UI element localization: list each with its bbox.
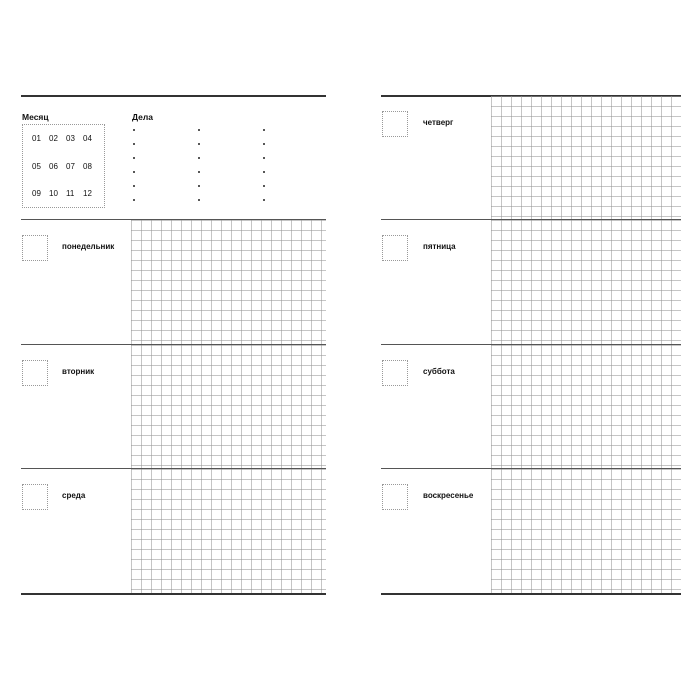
notes-grid[interactable] <box>491 469 681 593</box>
task-bullet[interactable] <box>263 157 265 159</box>
month-selector <box>22 124 105 208</box>
task-bullet[interactable] <box>133 143 135 145</box>
task-bullet[interactable] <box>263 185 265 187</box>
day-label-friday: пятница <box>423 242 456 251</box>
task-bullet[interactable] <box>263 143 265 145</box>
day-checkbox[interactable] <box>382 360 408 386</box>
month-12[interactable]: 12 <box>83 189 92 198</box>
notes-grid[interactable] <box>491 96 681 219</box>
task-bullet[interactable] <box>263 171 265 173</box>
top-rule <box>21 95 326 97</box>
day-label-thursday: четверг <box>423 118 454 127</box>
task-bullet[interactable] <box>263 129 265 131</box>
day-checkbox[interactable] <box>22 360 48 386</box>
month-05[interactable]: 05 <box>32 162 41 171</box>
bottom-rule <box>381 593 681 595</box>
task-bullet[interactable] <box>133 185 135 187</box>
task-bullet[interactable] <box>198 157 200 159</box>
month-02[interactable]: 02 <box>49 134 58 143</box>
day-checkbox[interactable] <box>22 235 48 261</box>
task-bullet[interactable] <box>198 185 200 187</box>
task-bullet[interactable] <box>133 171 135 173</box>
notes-grid[interactable] <box>131 469 326 593</box>
bottom-rule <box>21 593 326 595</box>
day-label-sunday: воскресенье <box>423 491 474 500</box>
notes-grid[interactable] <box>131 220 326 344</box>
day-checkbox[interactable] <box>382 484 408 510</box>
task-bullet[interactable] <box>198 171 200 173</box>
task-bullet[interactable] <box>198 143 200 145</box>
month-10[interactable]: 10 <box>49 189 58 198</box>
day-checkbox[interactable] <box>382 111 408 137</box>
day-label-tuesday: вторник <box>62 367 95 376</box>
task-bullet[interactable] <box>133 157 135 159</box>
month-04[interactable]: 04 <box>83 134 92 143</box>
task-bullet[interactable] <box>198 129 200 131</box>
month-06[interactable]: 06 <box>49 162 58 171</box>
task-bullet[interactable] <box>198 199 200 201</box>
month-08[interactable]: 08 <box>83 162 92 171</box>
day-checkbox[interactable] <box>22 484 48 510</box>
task-bullet[interactable] <box>133 199 135 201</box>
day-checkbox[interactable] <box>382 235 408 261</box>
notes-grid[interactable] <box>491 345 681 468</box>
task-bullet[interactable] <box>263 199 265 201</box>
day-label-wednesday: среда <box>62 491 86 500</box>
notes-grid[interactable] <box>131 345 326 468</box>
month-01[interactable]: 01 <box>32 134 41 143</box>
month-03[interactable]: 03 <box>66 134 75 143</box>
notes-grid[interactable] <box>491 220 681 344</box>
tasks-label: Дела <box>132 112 154 122</box>
month-label: Месяц <box>22 112 49 122</box>
day-label-monday: понедельник <box>62 242 115 251</box>
day-label-saturday: суббота <box>423 367 455 376</box>
task-bullet[interactable] <box>133 129 135 131</box>
month-11[interactable]: 11 <box>66 189 75 198</box>
month-09[interactable]: 09 <box>32 189 41 198</box>
month-07[interactable]: 07 <box>66 162 75 171</box>
